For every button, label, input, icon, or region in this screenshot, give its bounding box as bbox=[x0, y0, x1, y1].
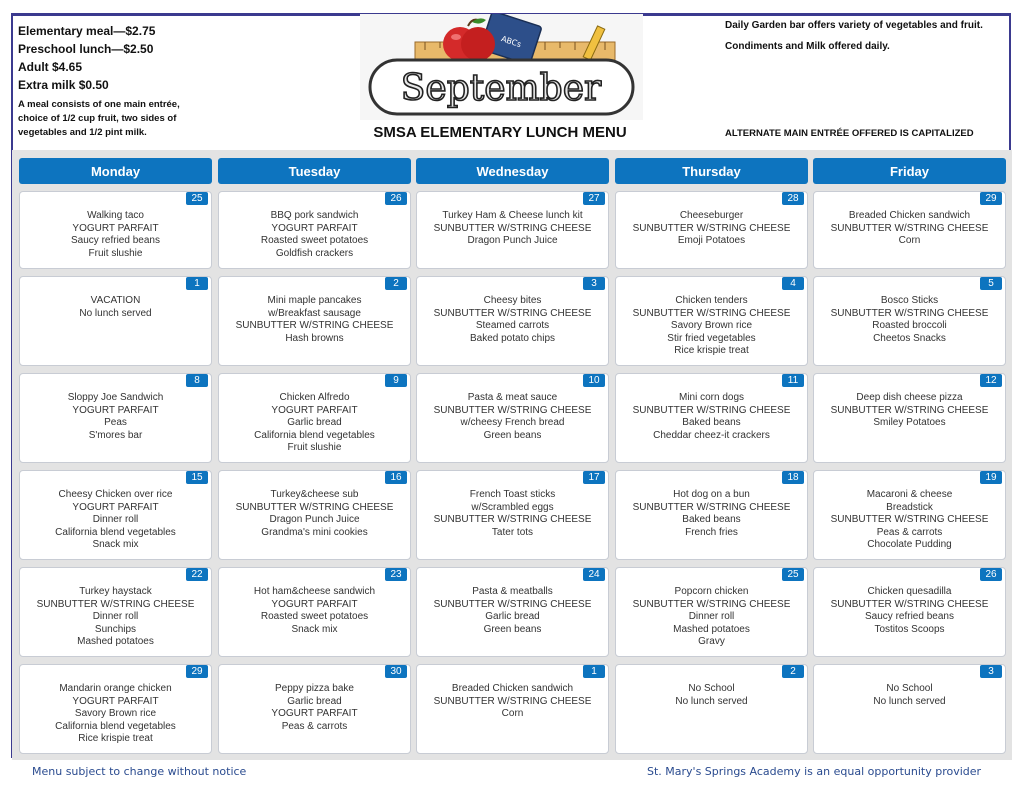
date-badge: 10 bbox=[583, 374, 605, 387]
menu-item: Gravy bbox=[698, 636, 725, 647]
menu-item: No School bbox=[688, 683, 735, 694]
date-badge: 12 bbox=[980, 374, 1002, 387]
menu-item: No lunch served bbox=[675, 695, 748, 707]
price-extra-milk: Extra milk $0.50 bbox=[18, 78, 109, 92]
menu-item: Baked potato chips bbox=[469, 332, 556, 344]
menu-item: Chicken quesadilla bbox=[867, 586, 952, 597]
menu-item: Stir fried vegetables bbox=[667, 332, 756, 344]
menu-items bbox=[417, 489, 608, 539]
footer-equal-opportunity: St. Mary's Springs Academy is an equal opportunity provider bbox=[647, 765, 982, 778]
date-badge: 3 bbox=[980, 665, 1002, 678]
date-badge: 23 bbox=[385, 568, 407, 581]
date-badge: 2 bbox=[385, 277, 407, 290]
menu-item: YOGURT PARFAIT bbox=[271, 404, 358, 416]
date-badge: 18 bbox=[782, 471, 804, 484]
menu-item: Smiley Potatoes bbox=[873, 417, 946, 428]
menu-item: Cheesy bites bbox=[483, 295, 542, 306]
menu-item: Grandma's mini cookies bbox=[261, 526, 368, 538]
menu-items bbox=[417, 392, 608, 442]
menu-item: w/Breakfast sausage bbox=[268, 307, 361, 319]
menu-item: Deep dish cheese pizza bbox=[856, 392, 963, 403]
menu-item: Sloppy Joe Sandwich bbox=[67, 392, 164, 403]
menu-item: Peas bbox=[104, 417, 127, 428]
price-elementary: Elementary meal—$2.75 bbox=[18, 24, 156, 38]
date-badge: 9 bbox=[385, 374, 407, 387]
header-notes bbox=[725, 20, 1015, 62]
menu-item: Chicken Alfredo bbox=[279, 392, 350, 403]
date-badge: 4 bbox=[782, 277, 804, 290]
menu-item: Cheetos Snacks bbox=[873, 332, 946, 344]
menu-item: YOGURT PARFAIT bbox=[72, 501, 159, 513]
day-cell bbox=[615, 276, 808, 366]
svg-text:September: September bbox=[400, 68, 602, 109]
menu-item: Bosco Sticks bbox=[880, 295, 939, 306]
day-cell bbox=[813, 567, 1006, 657]
date-badge: 3 bbox=[583, 277, 605, 290]
date-badge: 5 bbox=[980, 277, 1002, 290]
menu-item: Roasted sweet potatoes bbox=[260, 235, 369, 246]
menu-items bbox=[616, 586, 807, 649]
footer-disclaimer: Menu subject to change without notice bbox=[32, 765, 247, 778]
menu-items bbox=[219, 295, 410, 345]
menu-item: Steamed carrots bbox=[475, 320, 550, 331]
menu-item: Corn bbox=[898, 235, 921, 246]
menu-item: Baked beans bbox=[682, 514, 741, 525]
menu-items bbox=[814, 586, 1005, 636]
date-badge: 29 bbox=[980, 192, 1002, 205]
september-logo bbox=[360, 14, 643, 120]
menu-item: SUNBUTTER W/STRING CHEESE bbox=[36, 598, 195, 610]
menu-item: Chocolate Pudding bbox=[867, 539, 952, 550]
menu-item: Walking taco bbox=[87, 210, 144, 221]
date-badge: 11 bbox=[782, 374, 804, 387]
menu-item: California blend vegetables bbox=[254, 429, 375, 441]
date-badge: 15 bbox=[186, 471, 208, 484]
day-cell bbox=[615, 567, 808, 657]
menu-item: Cheeseburger bbox=[679, 210, 744, 221]
date-badge: 2 bbox=[782, 665, 804, 678]
menu-item: Breadstick bbox=[886, 501, 933, 513]
menu-items bbox=[20, 586, 211, 649]
menu-item: Breaded Chicken sandwich bbox=[451, 683, 574, 694]
menu-items bbox=[20, 392, 211, 442]
menu-items bbox=[417, 295, 608, 345]
menu-items bbox=[616, 489, 807, 539]
svg-text:ABCs: ABCs bbox=[499, 34, 523, 50]
menu-item: Roasted sweet potatoes bbox=[260, 611, 369, 622]
day-cell bbox=[813, 276, 1006, 366]
menu-item: SUNBUTTER W/STRING CHEESE bbox=[433, 598, 592, 610]
menu-item: Mandarin orange chicken bbox=[59, 683, 172, 694]
menu-item: Cheddar cheez-it crackers bbox=[653, 429, 770, 441]
day-cell bbox=[615, 664, 808, 754]
menu-item: California blend vegetables bbox=[55, 720, 176, 732]
menu-item: Macaroni & cheese bbox=[866, 489, 953, 500]
menu-items bbox=[219, 489, 410, 539]
date-badge: 19 bbox=[980, 471, 1002, 484]
day-cell bbox=[615, 191, 808, 269]
menu-item: Mashed potatoes bbox=[77, 636, 154, 647]
menu-items bbox=[814, 392, 1005, 430]
menu-item: Turkey Ham & Cheese lunch kit bbox=[442, 210, 583, 221]
date-badge: 27 bbox=[583, 192, 605, 205]
date-badge: 22 bbox=[186, 568, 208, 581]
day-cell bbox=[813, 664, 1006, 754]
menu-item: Emoji Potatoes bbox=[677, 235, 746, 246]
menu-item: Snack mix bbox=[291, 623, 338, 635]
menu-item: Snack mix bbox=[92, 539, 139, 550]
menu-items bbox=[20, 295, 211, 320]
menu-item: YOGURT PARFAIT bbox=[271, 598, 358, 610]
menu-item: Dinner roll bbox=[688, 611, 735, 622]
menu-item: No lunch served bbox=[873, 695, 946, 707]
menu-item: w/Scrambled eggs bbox=[471, 501, 554, 513]
menu-item: Saucy refried beans bbox=[71, 235, 160, 246]
menu-item: SUNBUTTER W/STRING CHEESE bbox=[632, 307, 791, 319]
menu-item: Hash browns bbox=[285, 332, 344, 344]
menu-item: SUNBUTTER W/STRING CHEESE bbox=[830, 598, 989, 610]
menu-item: S'mores bar bbox=[88, 429, 143, 441]
menu-item: Green beans bbox=[483, 623, 542, 635]
menu-items bbox=[814, 489, 1005, 552]
day-cell bbox=[218, 276, 411, 366]
menu-item: Dinner roll bbox=[92, 514, 139, 525]
menu-item: SUNBUTTER W/STRING CHEESE bbox=[433, 695, 592, 707]
menu-item: SUNBUTTER W/STRING CHEESE bbox=[433, 222, 592, 234]
day-cell bbox=[19, 664, 212, 754]
menu-item: Garlic bread bbox=[287, 417, 342, 428]
menu-items bbox=[20, 210, 211, 260]
date-badge: 24 bbox=[583, 568, 605, 581]
date-badge: 25 bbox=[186, 192, 208, 205]
menu-item: SUNBUTTER W/STRING CHEESE bbox=[433, 404, 592, 416]
day-cell bbox=[813, 470, 1006, 560]
day-cell bbox=[416, 373, 609, 463]
menu-item: Corn bbox=[501, 708, 524, 719]
day-cell bbox=[19, 191, 212, 269]
menu-item: Mini maple pancakes bbox=[267, 295, 362, 306]
menu-title: SMSA ELEMENTARY LUNCH MENU bbox=[373, 124, 627, 141]
condiments-note: Condiments and Milk offered daily. bbox=[725, 41, 890, 52]
menu-item: Rice krispie treat bbox=[78, 733, 153, 744]
menu-item: French fries bbox=[685, 526, 738, 538]
date-badge: 1 bbox=[186, 277, 208, 290]
day-cell bbox=[416, 470, 609, 560]
menu-item: Popcorn chicken bbox=[674, 586, 749, 597]
date-badge: 28 bbox=[782, 192, 804, 205]
menu-item: Rice krispie treat bbox=[674, 345, 749, 356]
menu-item: SUNBUTTER W/STRING CHEESE bbox=[433, 514, 592, 525]
day-cell bbox=[19, 373, 212, 463]
day-cell bbox=[615, 470, 808, 560]
meal-description: A meal consists of one main entrée, choice of 1/2 cup fruit, two sides of vegetables and 1/2 pint milk. bbox=[18, 99, 180, 138]
menu-item: Chicken tenders bbox=[675, 295, 748, 306]
menu-items bbox=[20, 683, 211, 746]
day-cell bbox=[218, 373, 411, 463]
menu-item: Savory Brown rice bbox=[74, 708, 157, 719]
menu-items bbox=[616, 210, 807, 248]
date-badge: 1 bbox=[583, 665, 605, 678]
menu-item: BBQ pork sandwich bbox=[270, 210, 359, 221]
day-cell bbox=[615, 373, 808, 463]
alternate-entree-note: ALTERNATE MAIN ENTRÉE OFFERED IS CAPITALIZED bbox=[725, 128, 974, 139]
menu-item: Peas & carrots bbox=[876, 526, 943, 538]
menu-item: SUNBUTTER W/STRING CHEESE bbox=[235, 320, 394, 331]
menu-item: French Toast sticks bbox=[469, 489, 556, 500]
menu-item: Green beans bbox=[483, 429, 542, 441]
menu-item: Garlic bread bbox=[287, 695, 342, 707]
menu-item: Dragon Punch Juice bbox=[467, 235, 558, 246]
price-adult: Adult $4.65 bbox=[18, 60, 83, 74]
menu-item: Turkey haystack bbox=[79, 586, 152, 597]
day-cell bbox=[813, 373, 1006, 463]
menu-item: SUNBUTTER W/STRING CHEESE bbox=[830, 404, 989, 416]
menu-item: Sunchips bbox=[94, 623, 137, 635]
menu-item: Hot ham&cheese sandwich bbox=[253, 586, 376, 597]
menu-item: YOGURT PARFAIT bbox=[72, 695, 159, 707]
menu-item: SUNBUTTER W/STRING CHEESE bbox=[830, 514, 989, 525]
menu-item: SUNBUTTER W/STRING CHEESE bbox=[235, 501, 394, 513]
menu-item: SUNBUTTER W/STRING CHEESE bbox=[830, 307, 989, 319]
menu-item: YOGURT PARFAIT bbox=[271, 222, 358, 234]
price-info bbox=[18, 22, 188, 140]
menu-items bbox=[417, 210, 608, 248]
day-cell bbox=[19, 276, 212, 366]
menu-item: VACATION bbox=[90, 295, 141, 306]
menu-item: Goldfish crackers bbox=[275, 247, 354, 259]
menu-items bbox=[814, 210, 1005, 248]
menu-items bbox=[219, 392, 410, 455]
day-cell bbox=[218, 664, 411, 754]
day-cell bbox=[416, 567, 609, 657]
day-cell bbox=[19, 470, 212, 560]
menu-item: Breaded Chicken sandwich bbox=[848, 210, 971, 221]
menu-items bbox=[616, 295, 807, 358]
menu-item: Roasted broccoli bbox=[872, 320, 947, 331]
day-cell bbox=[416, 276, 609, 366]
day-header-tuesday: Tuesday bbox=[218, 158, 411, 184]
menu-items bbox=[616, 683, 807, 708]
day-cell bbox=[416, 191, 609, 269]
menu-items bbox=[219, 683, 410, 733]
day-cell bbox=[218, 470, 411, 560]
menu-item: w/cheesy French bread bbox=[460, 417, 565, 428]
menu-item: Savory Brown rice bbox=[670, 320, 753, 331]
day-cell bbox=[19, 567, 212, 657]
menu-items bbox=[219, 586, 410, 636]
garden-bar-note: Daily Garden bar offers variety of vegetables and fruit. bbox=[725, 20, 983, 31]
date-badge: 26 bbox=[980, 568, 1002, 581]
date-badge: 8 bbox=[186, 374, 208, 387]
menu-items bbox=[814, 683, 1005, 708]
menu-item: Mashed potatoes bbox=[673, 623, 750, 635]
menu-item: Fruit slushie bbox=[88, 247, 143, 259]
menu-item: Saucy refried beans bbox=[865, 611, 954, 622]
day-cell bbox=[218, 567, 411, 657]
price-preschool: Preschool lunch—$2.50 bbox=[18, 42, 154, 56]
menu-item: Tostitos Scoops bbox=[874, 623, 945, 635]
menu-item: Cheesy Chicken over rice bbox=[58, 489, 173, 500]
menu-items bbox=[20, 489, 211, 552]
menu-item: Baked beans bbox=[682, 417, 741, 428]
menu-item: Peas & carrots bbox=[281, 720, 348, 732]
menu-item: SUNBUTTER W/STRING CHEESE bbox=[632, 404, 791, 416]
date-badge: 17 bbox=[583, 471, 605, 484]
day-header-friday: Friday bbox=[813, 158, 1006, 184]
day-header-thursday: Thursday bbox=[615, 158, 808, 184]
menu-items bbox=[814, 295, 1005, 345]
date-badge: 29 bbox=[186, 665, 208, 678]
menu-item: Garlic bread bbox=[485, 611, 540, 622]
menu-item: Tater tots bbox=[491, 526, 534, 538]
menu-item: Turkey&cheese sub bbox=[270, 489, 359, 500]
menu-item: Mini corn dogs bbox=[678, 392, 745, 403]
menu-item: California blend vegetables bbox=[55, 526, 176, 538]
menu-item: SUNBUTTER W/STRING CHEESE bbox=[433, 307, 592, 319]
menu-items bbox=[417, 683, 608, 721]
menu-items bbox=[417, 586, 608, 636]
day-cell bbox=[416, 664, 609, 754]
menu-item: YOGURT PARFAIT bbox=[72, 404, 159, 416]
menu-item: No School bbox=[886, 683, 933, 694]
date-badge: 30 bbox=[385, 665, 407, 678]
menu-item: YOGURT PARFAIT bbox=[72, 222, 159, 234]
day-cell bbox=[813, 191, 1006, 269]
menu-item: SUNBUTTER W/STRING CHEESE bbox=[632, 598, 791, 610]
menu-item: Dinner roll bbox=[92, 611, 139, 622]
menu-item: SUNBUTTER W/STRING CHEESE bbox=[632, 222, 791, 234]
menu-item: SUNBUTTER W/STRING CHEESE bbox=[830, 222, 989, 234]
menu-item: YOGURT PARFAIT bbox=[271, 708, 358, 719]
date-badge: 26 bbox=[385, 192, 407, 205]
menu-items bbox=[616, 392, 807, 442]
menu-item: Dragon Punch Juice bbox=[269, 514, 360, 525]
menu-items bbox=[219, 210, 410, 260]
menu-item: Fruit slushie bbox=[287, 442, 342, 453]
menu-item: Pasta & meatballs bbox=[472, 586, 553, 597]
menu-item: Hot dog on a bun bbox=[673, 489, 750, 500]
date-badge: 16 bbox=[385, 471, 407, 484]
menu-item: No lunch served bbox=[79, 307, 152, 319]
date-badge: 25 bbox=[782, 568, 804, 581]
day-header-monday: Monday bbox=[19, 158, 212, 184]
day-cell bbox=[218, 191, 411, 269]
day-header-wednesday: Wednesday bbox=[416, 158, 609, 184]
menu-item: SUNBUTTER W/STRING CHEESE bbox=[632, 501, 791, 513]
menu-item: Peppy pizza bake bbox=[275, 683, 354, 694]
menu-item: Pasta & meat sauce bbox=[467, 392, 558, 403]
